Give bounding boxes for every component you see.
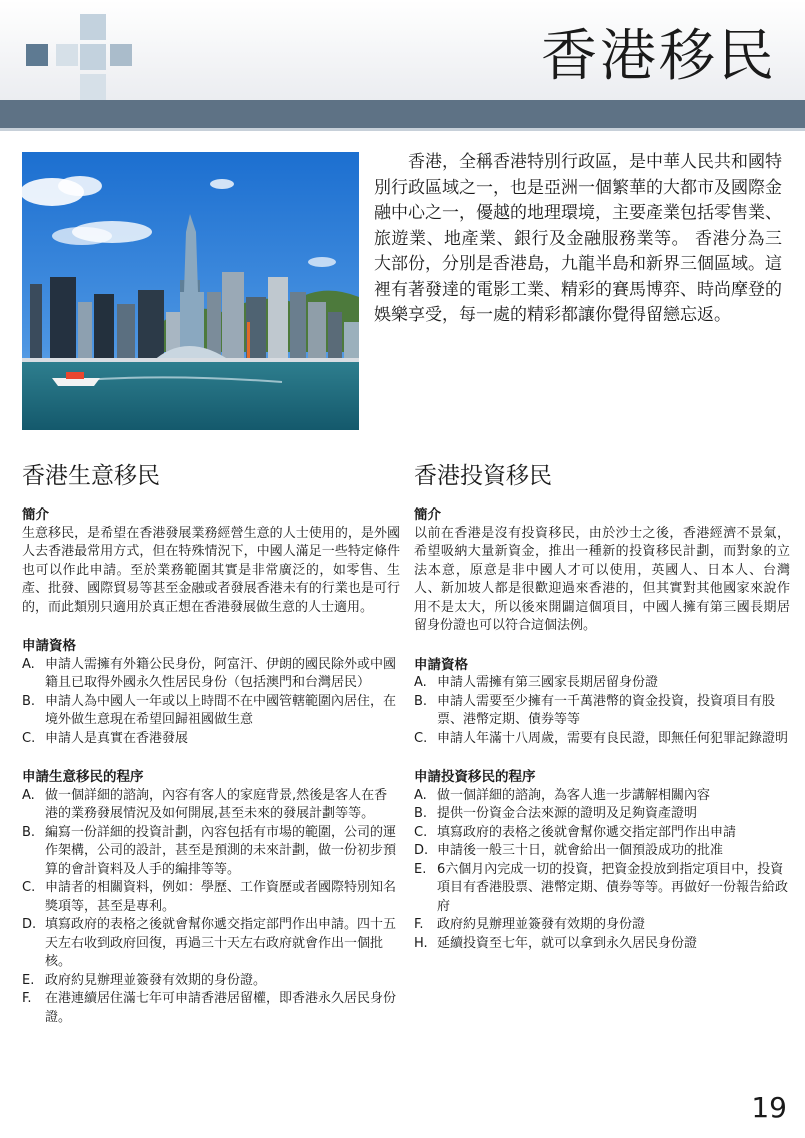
list-item: C. 申請者的相關資料，例如：學歷、工作資歷或者國際特別知名獎項等，甚至是專利。 bbox=[22, 880, 397, 914]
decor-square bbox=[80, 74, 106, 100]
list-item: C. 申請人是真實在香港發展 bbox=[22, 730, 189, 746]
list-item: A. 做一個詳細的諮詢，內容有客人的家庭背景,然後是客人在香港的業務發展情況及如何開展,甚至未來的發展計劃等等。 bbox=[22, 787, 388, 821]
eligibility-list bbox=[22, 656, 400, 749]
list-item: F. 政府約見辦理並簽發有效期的身份證 bbox=[414, 917, 646, 932]
section-intro: 生意移民，是希望在香港發展業務經營生意的人士使用的，是外國人去香港最常用方式，但在特殊情況下，中國人滿足一些特定條件也可以作此申請。至於業務範圍其實是非常廣泛的，如零售、生產、批發、國際貿易等甚至金融或者發展香港未有的行業也是可行的，而此類別只適用於真正想在香港發展做生意的人士適用。 bbox=[22, 525, 400, 615]
list-item: B. 編寫一份詳細的投資計劃，內容包括有市場的範圍，公司的運作架構，公司的設計，甚至是預測的未來計劃，做一份初步預算的會計資料及人手的編排等等。 bbox=[22, 824, 397, 877]
list-item: A. 做一個詳細的諮詢，為客人進一步講解相關內容 bbox=[414, 787, 711, 803]
list-item: C. 填寫政府的表格之後就會幫你遞交指定部門作出申請 bbox=[414, 824, 737, 840]
subheading: 申請投資移民的程序 bbox=[414, 769, 536, 785]
intro-paragraph: 香港，全稱香港特別行政區，是中華人民共和國特別行政區域之一，也是亞洲一個繁華的大都市及國際金融中心之一，優越的地理環境，主要產業包括零售業、旅遊業、地產業、銀行及金融服務業等。 香港分為三大部份，分別是香港島，九龍半島和新界三個區域。這裡有著發達的電影工業、精彩的賽馬博弈、時尚摩登的娛樂享受，每一處的精彩都讓你覺得留戀忘返。 bbox=[374, 152, 782, 325]
section-title: 香港生意移民 bbox=[22, 463, 160, 489]
subheading: 簡介 bbox=[414, 507, 441, 523]
list-item: B. 提供一份資金合法來源的證明及足夠資產證明 bbox=[414, 806, 698, 821]
list-item: H. 延續投資至七年，就可以拿到永久居民身份證 bbox=[414, 935, 698, 951]
subheading: 申請生意移民的程序 bbox=[22, 769, 144, 785]
list-item: A. 申請人需擁有第三國家長期居留身份證 bbox=[414, 675, 659, 690]
list-item: B. 申請人為中國人一年或以上時間不在中國管轄範圍內居住，在境外做生意現在希望回歸祖國做生意 bbox=[22, 693, 397, 727]
page-header bbox=[0, 0, 805, 110]
header-band-accent bbox=[0, 128, 805, 131]
list-item: B. 申請人需要至少擁有一千萬港幣的資金投資，投資項目有股票、港幣定期、債券等等 bbox=[414, 693, 776, 727]
hong-kong-skyline-photo bbox=[22, 152, 359, 430]
procedure-list bbox=[22, 787, 400, 1028]
procedure-list bbox=[414, 787, 790, 954]
business-immigration-section bbox=[22, 460, 400, 1027]
subheading: 申請資格 bbox=[414, 656, 468, 673]
subheading: 簡介 bbox=[22, 507, 49, 523]
list-item: A. 申請人需擁有外籍公民身份，阿富汗、伊朗的國民除外或中國籍且已取得外國永久性居民身份（包括澳門和台灣居民） bbox=[22, 656, 397, 690]
list-item: E. 6六個月內完成一切的投資，把資金投放到指定項目中，投資項目有香港股票、港幣定期、債券等等。再做好一份報告給政府 bbox=[414, 861, 789, 914]
list-item: D. 填寫政府的表格之後就會幫你遞交指定部門作出申請。四十五天左右收到政府回復，再過三十天左右政府就會作出一個批核。 bbox=[22, 917, 397, 969]
subheading: 申請資格 bbox=[22, 638, 76, 654]
page-number: 19 bbox=[751, 1091, 787, 1124]
header-band bbox=[0, 100, 805, 128]
decor-square bbox=[80, 44, 106, 70]
eligibility-list bbox=[414, 674, 790, 748]
section-title: 香港投資移民 bbox=[414, 463, 552, 489]
list-item: D. 申請後一般三十日，就會給出一個預設成功的批准 bbox=[414, 843, 724, 858]
list-item: C. 申請人年滿十八周歲，需要有良民證，即無任何犯罪記錄證明 bbox=[414, 730, 789, 746]
list-item: E. 政府約見辦理並簽發有效期的身份證。 bbox=[22, 972, 267, 988]
list-item: F. 在港連續居住滿七年可申請香港居留權，即香港永久居民身份證。 bbox=[22, 991, 397, 1025]
decor-square bbox=[26, 44, 48, 66]
section-intro: 以前在香港是沒有投資移民，由於沙士之後，香港經濟不景氣，希望吸納大量新資金，推出一種新的投資移民計劃，而對象的立法本意，原意是非中國人才可以使用，英國人、日本人、台灣人、新加坡人都是很歡迎過來香港的，但其實對其他國家來說作用不是太大，所以後來開闢這個項目，中國人擁有第三國長期居留身份證也可以符合這個法例。 bbox=[414, 525, 790, 633]
investment-immigration-section bbox=[414, 460, 790, 953]
decor-square bbox=[110, 44, 132, 66]
decor-square bbox=[80, 14, 106, 40]
decor-square bbox=[56, 44, 78, 66]
page-title: 香港移民 bbox=[541, 24, 777, 89]
